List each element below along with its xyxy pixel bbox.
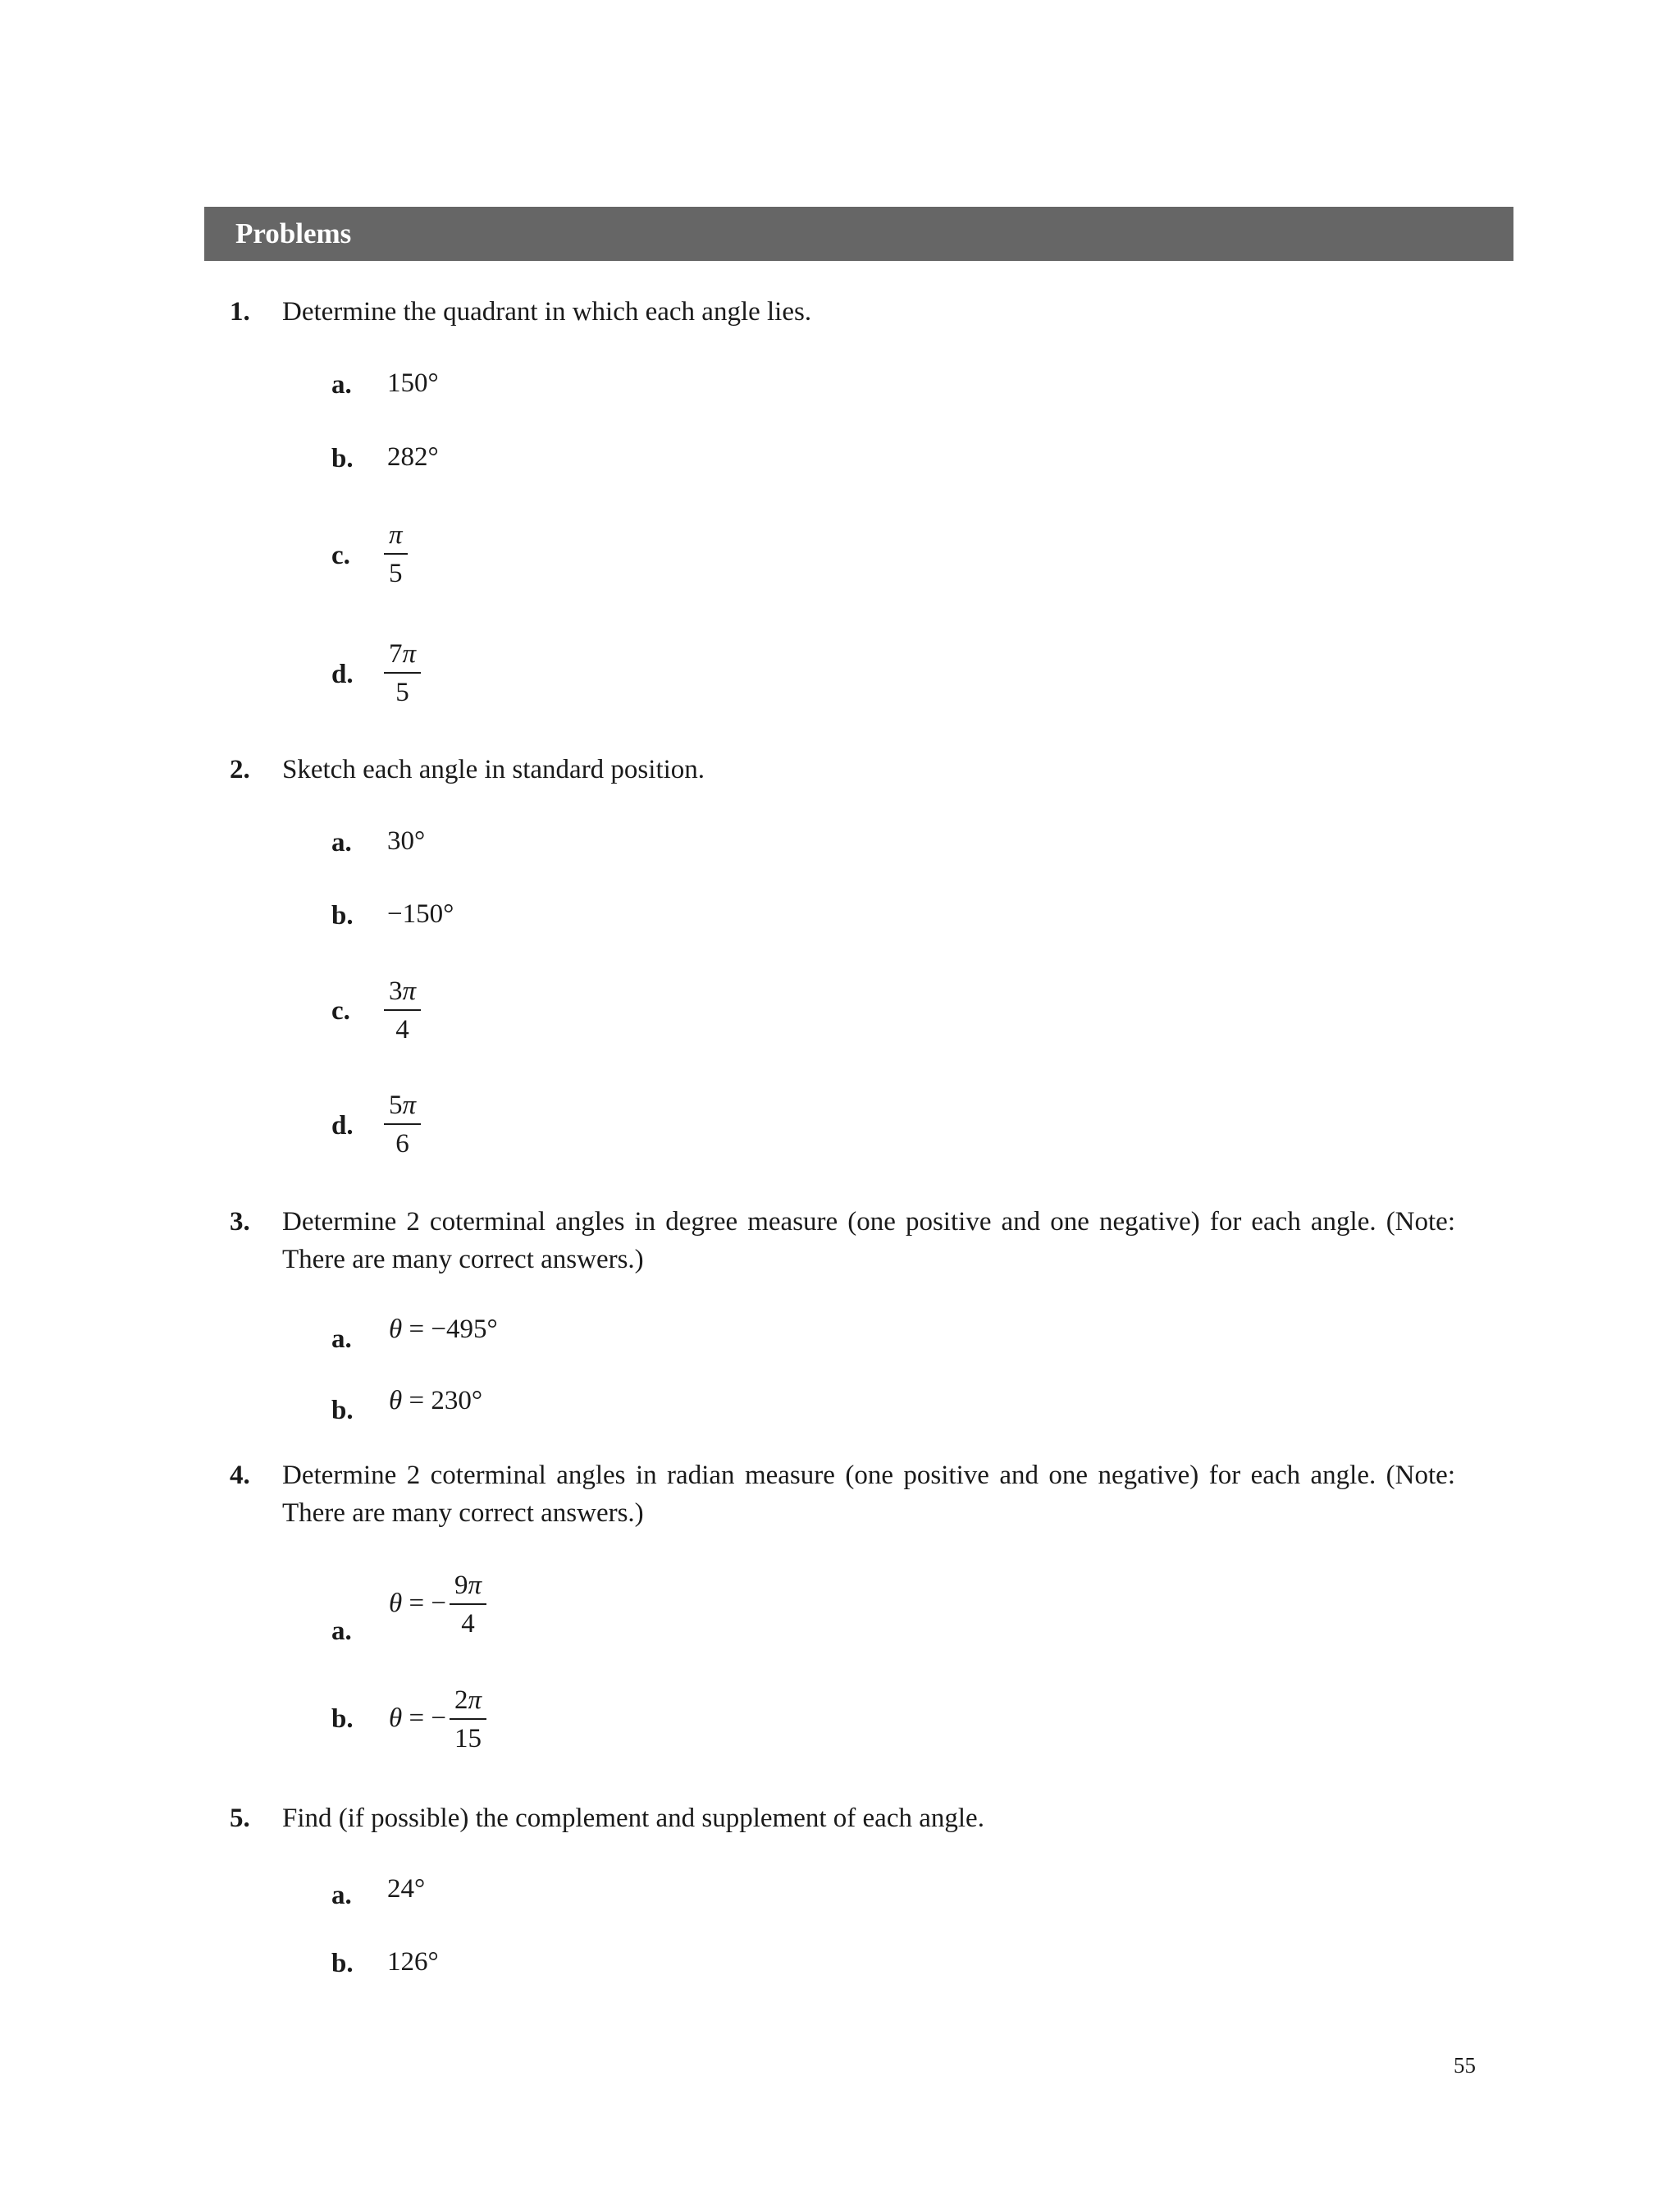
item-value: 30°: [387, 826, 426, 856]
equation-lhs: [389, 1700, 446, 1736]
item-letter: c.: [331, 996, 350, 1026]
item-letter: b.: [331, 901, 354, 930]
item-letter: d.: [331, 660, 354, 689]
item-letter: a.: [331, 370, 352, 400]
item-letter: b.: [331, 444, 354, 473]
problem-number: 4.: [230, 1461, 250, 1490]
item-value: 126°: [387, 1947, 439, 1977]
fraction: [384, 1087, 421, 1163]
equation: [389, 1383, 482, 1419]
item-value: 282°: [387, 442, 439, 472]
fraction: [384, 636, 421, 711]
equation-rhs: = −: [402, 1703, 446, 1733]
fraction-denominator: 4: [384, 1009, 421, 1049]
equation-rhs: = −: [402, 1589, 446, 1618]
fraction-denominator: 6: [384, 1123, 421, 1163]
item-letter: d.: [331, 1111, 354, 1141]
fraction-numerator: 3π: [389, 976, 417, 1006]
fraction-denominator: 5: [384, 672, 421, 711]
section-title: Problems: [235, 217, 352, 249]
theta-symbol: θ: [389, 1589, 403, 1618]
fraction-denominator: 4: [450, 1603, 486, 1643]
fraction-numerator: 2π: [454, 1685, 482, 1715]
item-letter: a.: [331, 1881, 352, 1910]
theta-symbol: θ: [389, 1386, 403, 1415]
problem-number: 3.: [230, 1207, 250, 1237]
fraction-numerator: 5π: [389, 1090, 417, 1120]
fraction-numerator: π: [389, 520, 403, 550]
theta-symbol: θ: [389, 1314, 403, 1344]
equation-rhs: = −495°: [402, 1314, 498, 1344]
item-letter: a.: [331, 1324, 352, 1354]
equation-lhs: [389, 1585, 446, 1621]
item-letter: a.: [331, 828, 352, 857]
item-letter: b.: [331, 1704, 354, 1734]
problem-text: Determine 2 coterminal angles in degree measure (one positive and one negative) for each angle. (Note: There are many correct answers.): [282, 1207, 1455, 1274]
fraction-denominator: 5: [384, 553, 408, 592]
item-letter: b.: [331, 1396, 354, 1425]
equation-rhs: = 230°: [402, 1386, 483, 1415]
equation: [389, 1311, 498, 1347]
fraction: [450, 1682, 486, 1758]
problem-text: Determine 2 coterminal angles in radian measure (one positive and one negative) for each angle. (Note: There are many correct answers.): [282, 1461, 1455, 1528]
fraction: [450, 1567, 486, 1643]
item-value: 150°: [387, 368, 439, 398]
problem-number: 5.: [230, 1804, 250, 1833]
fraction-numerator: 7π: [389, 639, 417, 669]
item-letter: a.: [331, 1616, 352, 1646]
item-value: −150°: [387, 899, 454, 929]
item-letter: b.: [331, 1949, 354, 1978]
problem-text: Determine the quadrant in which each angle lies.: [282, 297, 812, 327]
problem-text: Find (if possible) the complement and supplement of each angle.: [282, 1804, 984, 1833]
section-header-bar: [204, 207, 1513, 261]
item-value: 24°: [387, 1874, 426, 1904]
fraction-denominator: 15: [450, 1718, 486, 1758]
page-number: 55: [1454, 2053, 1476, 2078]
theta-symbol: θ: [389, 1703, 403, 1733]
fraction: [384, 973, 421, 1049]
fraction: [384, 517, 408, 592]
problem-number: 2.: [230, 755, 250, 784]
fraction-numerator: 9π: [454, 1570, 482, 1600]
problem-number: 1.: [230, 297, 250, 327]
problem-text: Sketch each angle in standard position.: [282, 755, 705, 784]
item-letter: c.: [331, 541, 350, 570]
